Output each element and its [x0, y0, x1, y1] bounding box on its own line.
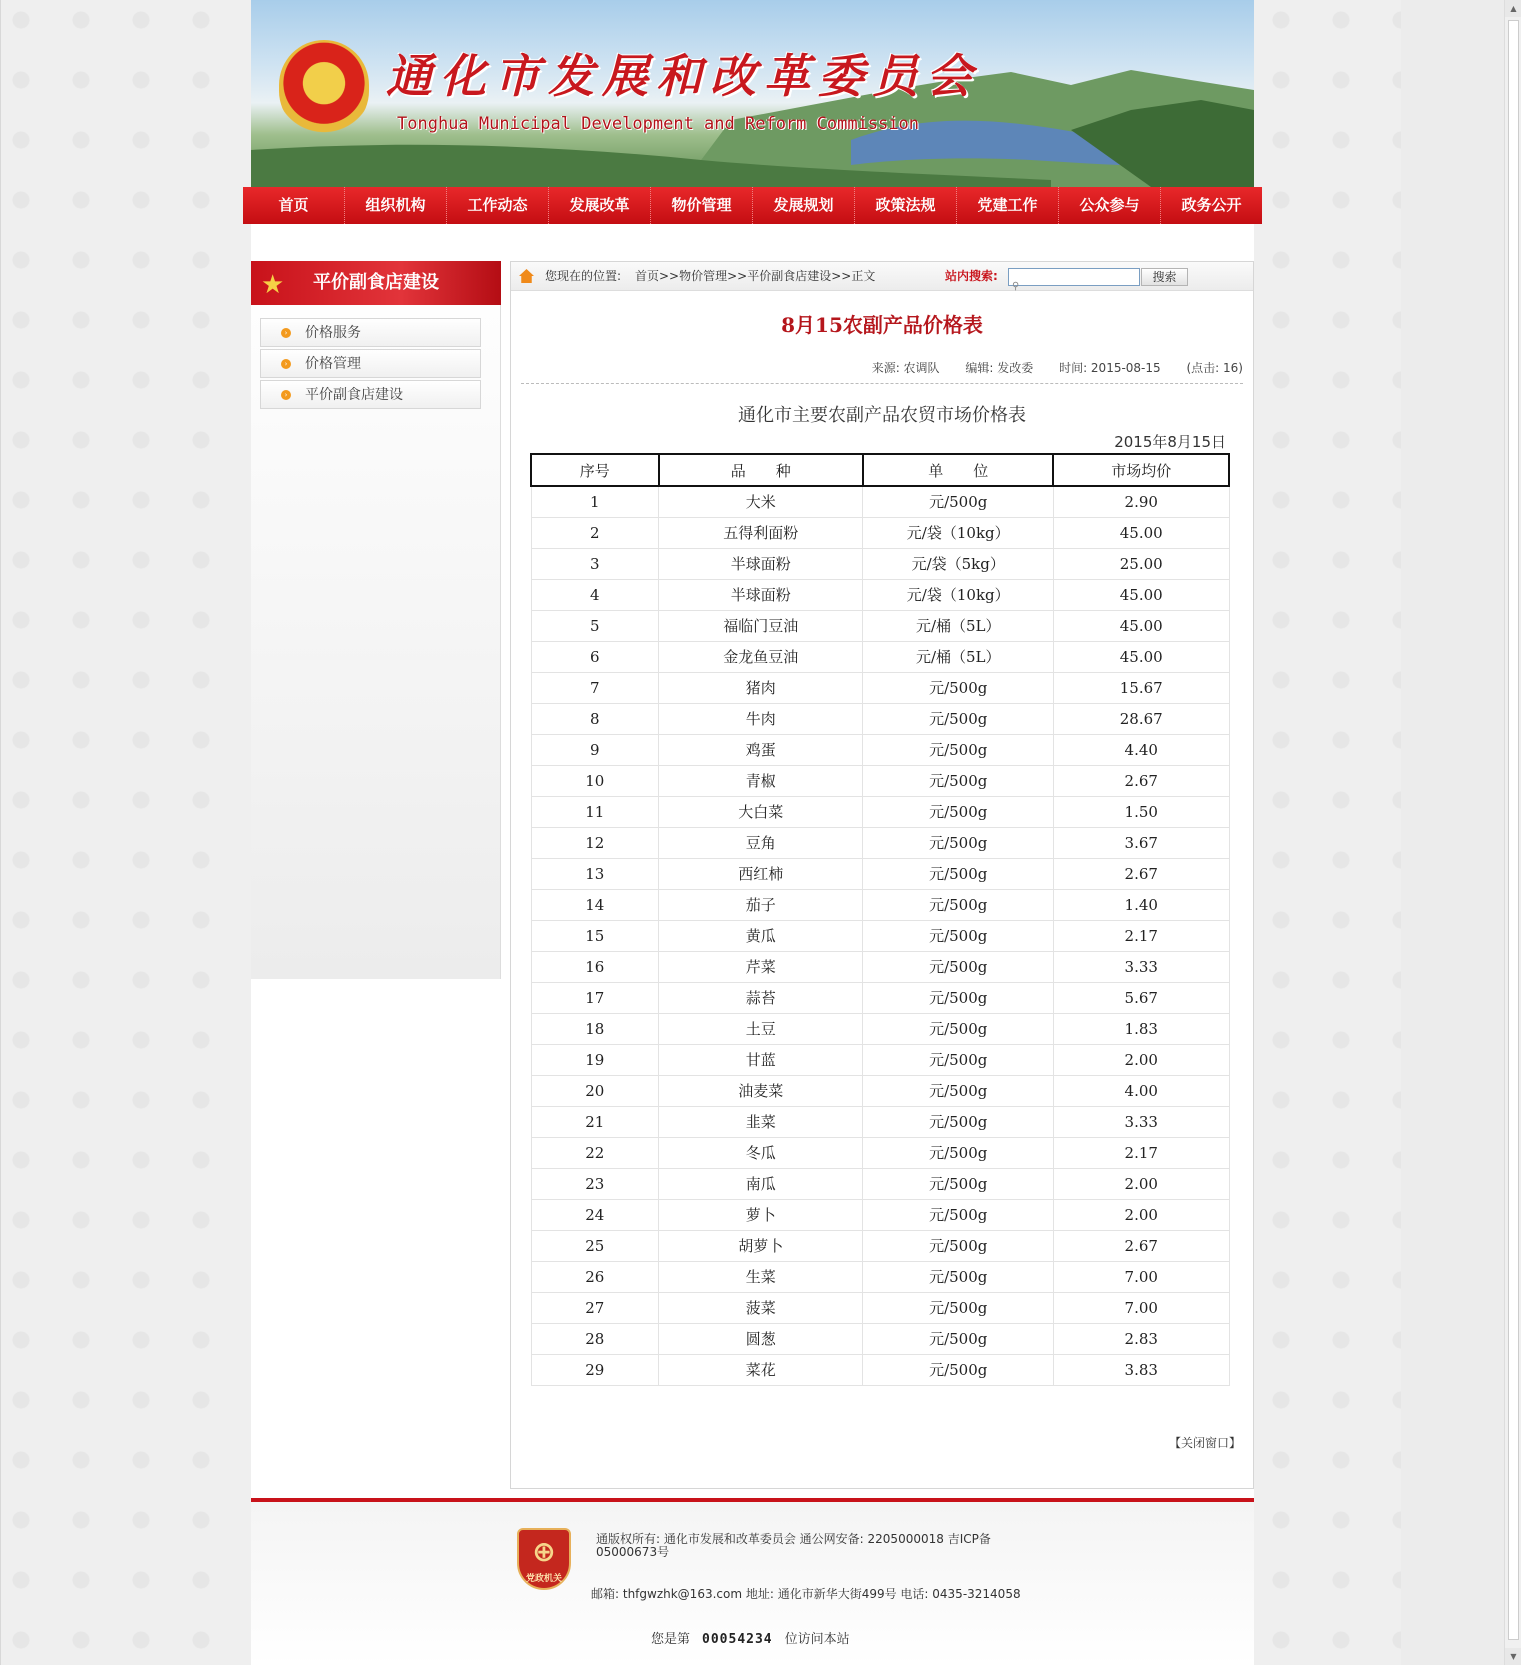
row-unit: 元/桶（5L） — [863, 610, 1054, 641]
scroll-thumb[interactable] — [1508, 20, 1519, 1640]
badge-label: 党政机关 — [525, 1574, 562, 1584]
row-item: 菠菜 — [659, 1292, 863, 1323]
row-price: 45.00 — [1053, 517, 1229, 548]
row-index: 4 — [531, 579, 659, 610]
nav-item-home[interactable]: 首页 — [243, 187, 345, 224]
row-item: 萝卜 — [659, 1199, 863, 1230]
footer-copyright: 通版权所有: 通化市发展和改革委员会 通公网安备: 2205000018 吉ICP备05000673号 — [596, 1532, 991, 1559]
table-row — [531, 1292, 1229, 1323]
row-unit: 元/500g — [863, 1323, 1054, 1354]
row-price: 45.00 — [1053, 641, 1229, 672]
row-item: 韭菜 — [659, 1106, 863, 1137]
row-price: 2.17 — [1053, 1137, 1229, 1168]
row-index: 7 — [531, 672, 659, 703]
row-unit: 元/500g — [863, 827, 1054, 858]
nav-item-planning[interactable]: 发展规划 — [753, 187, 855, 224]
row-item: 鸡蛋 — [659, 734, 863, 765]
nav-item-organization[interactable]: 组织机构 — [345, 187, 447, 224]
row-unit: 元/500g — [863, 889, 1054, 920]
row-item: 冬瓜 — [659, 1137, 863, 1168]
badge-emblem: ⊕ — [532, 1535, 556, 1568]
site-title: 通化市发展和改革委员会 — [386, 49, 980, 103]
sidebar-item-label: 平价副食店建设 — [305, 387, 403, 403]
nav-item-news[interactable]: 工作动态 — [447, 187, 549, 224]
price-table — [530, 453, 1230, 1386]
table-row — [531, 982, 1229, 1013]
sidebar-item-price-service[interactable] — [260, 318, 481, 347]
row-price: 5.67 — [1053, 982, 1229, 1013]
row-index: 22 — [531, 1137, 659, 1168]
row-price: 25.00 — [1053, 548, 1229, 579]
search-icon: ⚲ — [1012, 281, 1020, 292]
row-item: 黄瓜 — [659, 920, 863, 951]
row-price: 2.67 — [1053, 1230, 1229, 1261]
row-item: 大白菜 — [659, 796, 863, 827]
row-item: 生菜 — [659, 1261, 863, 1292]
main-content — [510, 261, 1254, 1489]
row-unit: 元/500g — [863, 765, 1054, 796]
row-index: 6 — [531, 641, 659, 672]
visit-count: 00054234 — [702, 1632, 773, 1647]
table-row — [531, 1230, 1229, 1261]
nav-item-policy[interactable]: 政策法规 — [855, 187, 957, 224]
table-body — [531, 486, 1229, 1385]
divider — [521, 383, 1243, 384]
row-unit: 元/500g — [863, 1044, 1054, 1075]
article-time: 时间: 2015-08-15 — [1059, 361, 1161, 375]
row-index: 21 — [531, 1106, 659, 1137]
table-row — [531, 548, 1229, 579]
site-banner — [251, 0, 1254, 187]
row-unit: 元/500g — [863, 951, 1054, 982]
column-header: 序号 — [531, 454, 659, 486]
table-row — [531, 1261, 1229, 1292]
row-unit: 元/500g — [863, 1075, 1054, 1106]
close-window-link[interactable]: 【关闭窗口】 — [1168, 1436, 1241, 1450]
bullet-arrow-icon: › — [281, 390, 291, 400]
scroll-down-arrow-icon[interactable]: ▼ — [1505, 1648, 1521, 1665]
row-index: 1 — [531, 486, 659, 517]
row-index: 16 — [531, 951, 659, 982]
table-row — [531, 889, 1229, 920]
row-unit: 元/500g — [863, 1013, 1054, 1044]
row-index: 12 — [531, 827, 659, 858]
row-price: 2.90 — [1053, 486, 1229, 517]
table-row — [531, 1137, 1229, 1168]
row-item: 半球面粉 — [659, 579, 863, 610]
sidebar-title: 平价副食店建设 — [313, 272, 439, 293]
sidebar-item-price-management[interactable] — [260, 349, 481, 378]
row-item: 西红柿 — [659, 858, 863, 889]
row-unit: 元/500g — [863, 1106, 1054, 1137]
sidebar-item-label: 价格管理 — [305, 356, 361, 372]
table-row — [531, 641, 1229, 672]
breadcrumb[interactable]: 首页>>物价管理>>平价副食店建设>>正文 — [635, 269, 876, 283]
row-unit: 元/500g — [863, 796, 1054, 827]
row-price: 2.17 — [1053, 920, 1229, 951]
row-index: 10 — [531, 765, 659, 796]
article-meta — [850, 359, 1243, 376]
row-unit: 元/袋（5kg） — [863, 548, 1054, 579]
row-item: 牛肉 — [659, 703, 863, 734]
row-price: 45.00 — [1053, 579, 1229, 610]
row-unit: 元/500g — [863, 1261, 1054, 1292]
row-index: 14 — [531, 889, 659, 920]
table-row — [531, 1075, 1229, 1106]
row-index: 28 — [531, 1323, 659, 1354]
article-editor: 编辑: 发改委 — [965, 361, 1034, 375]
party-gov-badge-icon — [517, 1528, 571, 1590]
row-item: 南瓜 — [659, 1168, 863, 1199]
table-row — [531, 610, 1229, 641]
table-row — [531, 672, 1229, 703]
row-item: 福临门豆油 — [659, 610, 863, 641]
row-index: 26 — [531, 1261, 659, 1292]
row-price: 45.00 — [1053, 610, 1229, 641]
row-item: 豆角 — [659, 827, 863, 858]
table-row — [531, 703, 1229, 734]
article-title: 8月15农副产品价格表 — [781, 313, 983, 337]
row-unit: 元/500g — [863, 1230, 1054, 1261]
row-unit: 元/袋（10kg） — [863, 517, 1054, 548]
home-icon — [519, 269, 534, 283]
row-unit: 元/500g — [863, 703, 1054, 734]
table-caption: 通化市主要农副产品农贸市场价格表 — [738, 405, 1026, 426]
footer-contact: 邮箱: thfgwzhk@163.com 地址: 通化市新华大街499号 电话: 0435-3214058 — [591, 1587, 1021, 1601]
main-nav — [243, 187, 1262, 224]
row-index: 23 — [531, 1168, 659, 1199]
row-item: 芹菜 — [659, 951, 863, 982]
row-item: 胡萝卜 — [659, 1230, 863, 1261]
table-row — [531, 517, 1229, 548]
breadcrumb-bar — [511, 262, 1253, 291]
row-unit: 元/桶（5L） — [863, 641, 1054, 672]
row-index: 3 — [531, 548, 659, 579]
row-index: 17 — [531, 982, 659, 1013]
row-price: 2.00 — [1053, 1044, 1229, 1075]
table-row — [531, 1168, 1229, 1199]
row-price: 7.00 — [1053, 1292, 1229, 1323]
row-item: 茄子 — [659, 889, 863, 920]
row-unit: 元/500g — [863, 982, 1054, 1013]
row-index: 20 — [531, 1075, 659, 1106]
row-unit: 元/袋（10kg） — [863, 579, 1054, 610]
table-row — [531, 1044, 1229, 1075]
table-header-row — [531, 454, 1229, 486]
row-item: 半球面粉 — [659, 548, 863, 579]
row-index: 15 — [531, 920, 659, 951]
visit-counter — [651, 1628, 850, 1647]
nav-item-public[interactable]: 公众参与 — [1059, 187, 1161, 224]
sidebar-header — [251, 261, 501, 305]
article-source: 来源: 农调队 — [871, 361, 940, 375]
row-unit: 元/500g — [863, 858, 1054, 889]
visit-counter-suffix: 位访问本站 — [784, 1632, 850, 1647]
visit-counter-prefix: 您是第 — [651, 1632, 691, 1647]
row-price: 7.00 — [1053, 1261, 1229, 1292]
table-row — [531, 1354, 1229, 1385]
sidebar-item-label: 价格服务 — [305, 325, 361, 341]
search-input[interactable] — [1008, 268, 1140, 286]
row-index: 24 — [531, 1199, 659, 1230]
national-emblem-icon — [279, 40, 369, 136]
table-row — [531, 920, 1229, 951]
scroll-up-arrow-icon[interactable]: ▲ — [1505, 0, 1521, 17]
row-price: 2.00 — [1053, 1168, 1229, 1199]
row-unit: 元/500g — [863, 1354, 1054, 1385]
row-item: 圆葱 — [659, 1323, 863, 1354]
star-icon: ★ — [261, 270, 285, 300]
row-unit: 元/500g — [863, 1137, 1054, 1168]
row-price: 1.83 — [1053, 1013, 1229, 1044]
table-row — [531, 827, 1229, 858]
table-row — [531, 796, 1229, 827]
sidebar-list — [260, 318, 481, 411]
row-unit: 元/500g — [863, 1199, 1054, 1230]
sidebar-item-affordable-store[interactable] — [260, 380, 481, 409]
row-unit: 元/500g — [863, 920, 1054, 951]
nav-item-gov-affairs[interactable]: 政务公开 — [1181, 196, 1242, 214]
bullet-arrow-icon: › — [281, 359, 291, 369]
row-price: 1.50 — [1053, 796, 1229, 827]
row-item: 油麦菜 — [659, 1075, 863, 1106]
table-row — [531, 734, 1229, 765]
row-price: 3.33 — [1053, 951, 1229, 982]
row-item: 菜花 — [659, 1354, 863, 1385]
article-clicks: (点击: 16) — [1186, 361, 1243, 375]
row-unit: 元/500g — [863, 1168, 1054, 1199]
row-item: 甘蓝 — [659, 1044, 863, 1075]
row-index: 25 — [531, 1230, 659, 1261]
nav-item-party[interactable]: 党建工作 — [957, 187, 1059, 224]
row-item: 大米 — [659, 486, 863, 517]
row-index: 2 — [531, 517, 659, 548]
row-index: 19 — [531, 1044, 659, 1075]
table-row — [531, 951, 1229, 982]
page-container — [251, 0, 1254, 1665]
row-price: 3.83 — [1053, 1354, 1229, 1385]
row-index: 5 — [531, 610, 659, 641]
row-item: 猪肉 — [659, 672, 863, 703]
row-item: 青椒 — [659, 765, 863, 796]
row-index: 27 — [531, 1292, 659, 1323]
row-index: 18 — [531, 1013, 659, 1044]
row-item: 五得利面粉 — [659, 517, 863, 548]
column-header: 单 位 — [863, 454, 1054, 486]
bullet-arrow-icon: › — [281, 328, 291, 338]
table-row — [531, 1199, 1229, 1230]
table-row — [531, 765, 1229, 796]
row-price: 2.00 — [1053, 1199, 1229, 1230]
table-date: 2015年8月15日 — [1114, 433, 1226, 451]
row-item: 蒜苔 — [659, 982, 863, 1013]
row-item: 金龙鱼豆油 — [659, 641, 863, 672]
row-index: 9 — [531, 734, 659, 765]
sidebar — [251, 261, 501, 979]
row-index: 13 — [531, 858, 659, 889]
table-row — [531, 858, 1229, 889]
row-price: 2.83 — [1053, 1323, 1229, 1354]
footer — [251, 1502, 1254, 1665]
row-price: 3.67 — [1053, 827, 1229, 858]
table-row — [531, 1013, 1229, 1044]
row-price: 28.67 — [1053, 703, 1229, 734]
column-header: 品 种 — [659, 454, 863, 486]
table-row — [531, 1323, 1229, 1354]
row-price: 4.00 — [1053, 1075, 1229, 1106]
row-price: 15.67 — [1053, 672, 1229, 703]
row-price: 2.67 — [1053, 765, 1229, 796]
table-row — [531, 486, 1229, 517]
nav-item-reform[interactable]: 发展改革 — [549, 187, 651, 224]
row-unit: 元/500g — [863, 1292, 1054, 1323]
row-price: 2.67 — [1053, 858, 1229, 889]
search-label: 站内搜索: — [945, 269, 998, 283]
vertical-scrollbar[interactable] — [1504, 0, 1521, 1665]
row-unit: 元/500g — [863, 734, 1054, 765]
breadcrumb-lead: 您现在的位置: — [545, 269, 622, 283]
row-index: 8 — [531, 703, 659, 734]
nav-item-price-management[interactable]: 物价管理 — [651, 187, 753, 224]
table-row — [531, 579, 1229, 610]
row-price: 1.40 — [1053, 889, 1229, 920]
row-item: 土豆 — [659, 1013, 863, 1044]
row-index: 29 — [531, 1354, 659, 1385]
column-header: 市场均价 — [1053, 454, 1229, 486]
site-subtitle: Tonghua Municipal Development and Reform Commission — [397, 114, 919, 134]
table-row — [531, 1106, 1229, 1137]
row-index: 11 — [531, 796, 659, 827]
search-button[interactable]: 搜索 — [1141, 268, 1188, 286]
row-price: 4.40 — [1053, 734, 1229, 765]
row-price: 3.33 — [1053, 1106, 1229, 1137]
row-unit: 元/500g — [863, 486, 1054, 517]
row-unit: 元/500g — [863, 672, 1054, 703]
